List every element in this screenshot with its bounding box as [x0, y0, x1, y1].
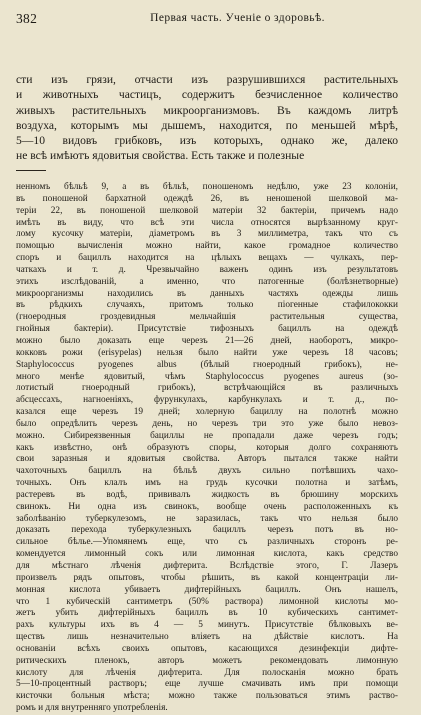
- running-head: Первая часть. Ученiе о здоровьѣ.: [150, 12, 325, 24]
- footnote-line: абсцессахъ, нагноенiяхъ, фурункулахъ, карбункулахъ и т. д., по-: [16, 395, 398, 406]
- footnote-line: сильное бѣлье.—Упомянемъ еще, что съ различныхъ сторонъ ре-: [16, 537, 398, 548]
- footnote-line: ритическихъ пленокъ, авторъ можетъ рекомендовать лимонную: [16, 655, 398, 666]
- footnote-line: споръ и бациллъ находится на цѣлыхъ вещахъ — чулкахъ, пер-: [16, 253, 398, 264]
- footnote-line: лому кусочку матерiи, дiаметромъ въ 3 миллиметра, такъ что съ: [16, 229, 398, 240]
- footnote-line: монная кислота убиваетъ дифтерiйныхъ бациллъ. Онъ нашелъ,: [16, 584, 398, 595]
- footnote-line: ществъ лишь незначительно влiяетъ на дѣйствiе кислотъ. На: [16, 632, 398, 643]
- footnote-line: рахъ культуры ихъ въ 4 — 5 минутъ. Присутствiе бѣлковыхъ ве-: [16, 620, 398, 631]
- footnote-line: комендуется лимонный сокъ или лимонная кислота, какъ средство: [16, 549, 398, 560]
- footnote-line: можно было доказать еще черезъ 21—26 дней, наоборотъ, микро-: [16, 335, 398, 346]
- main-text-line: воздуха, которымъ мы дышемъ, находится, по меньшей мѣрѣ,: [16, 118, 398, 132]
- footnote-line: чаткахъ и т. д. Чрезвычайно важенъ одинъ изъ результатовъ: [16, 264, 398, 275]
- footnote-line: казался еще черезъ 19 дней; холерную бациллу на полотнѣ можно: [16, 407, 398, 418]
- main-text-line: сти изъ грязи, отчасти изъ разрушившихся растительныхъ: [16, 73, 398, 86]
- page-number: 382: [16, 11, 38, 26]
- footnote: [16, 182, 398, 715]
- main-text-line: не всѣ имѣютъ ядовитыя свойства. Есть также и полезные: [16, 149, 305, 163]
- footnote-line: чахоточныхъ бациллъ на бѣльѣ двухъ сильно потѣвшихъ чахо-: [16, 466, 398, 477]
- footnote-line: доказать перехода туберкулезныхъ бациллъ черезъ потъ въ но-: [16, 525, 398, 536]
- footnote-line: лотистый гноеродный грибокъ), встрѣчающiйся въ различныхъ: [16, 383, 398, 394]
- footnote-line: было опредѣлить черезъ день, но черезъ три это уже было невоз-: [16, 418, 398, 429]
- footnote-line: помощью вычисленiя можно найти, какое громадное количество: [16, 241, 398, 252]
- footnote-line: гнойныя бактерiи). Присутствiе тифозныхъ бациллъ на одеждѣ: [16, 324, 398, 335]
- footnote-line: заболѣванiю туберкулезомъ, не заразилась, такъ что нельзя было: [16, 513, 398, 524]
- footnote-line: (гноеродныя гроздевидныя мельчайшiя растительныя существа,: [16, 312, 398, 323]
- footnote-divider: [16, 170, 46, 171]
- main-text-line: и животныхъ частицъ, содержитъ безчисленное количество: [16, 88, 398, 102]
- footnote-line: ненномъ бѣльѣ 9, а въ бѣльѣ, поношеномъ недѣлю, уже 23 колонiи,: [16, 182, 398, 192]
- footnote-line: много менѣе ядовитый, чѣмъ Staphylococcus pyogenes aureus (зо-: [16, 371, 398, 382]
- footnote-line: Staphylococcus pyogenes albus (бѣлый гноеродный грибокъ), не-: [16, 359, 398, 370]
- footnote-line: можно. Сибиреязвенныя бациллы не пропадали даже черезъ годъ;: [16, 430, 398, 441]
- footnote-line: свои заразныя и ядовитыя свойства. Авторъ пытался также найти: [16, 454, 398, 465]
- main-text: [16, 72, 398, 164]
- footnote-line: 5—10-процентный растворъ; еще лучше смачивать имъ при помощи: [16, 679, 398, 690]
- footnote-line: свинокъ. Ни одна изъ свинокъ, вообще очень расположенныхъ къ: [16, 501, 398, 512]
- footnote-line: въ поношеной бархатной одеждѣ 26, въ неношеной шелковой ма-: [16, 193, 398, 204]
- footnote-line: произвелъ рядъ опытовъ, чтобы рѣшить, въ какой концентрацiи ли-: [16, 572, 398, 583]
- footnote-line: кислоту для лѣченiя дифтерита. Для полосканiя можно брать: [16, 667, 398, 678]
- footnote-line: для мѣстнаго лѣченiя дифтерита. Вслѣдствiе этого, Г. Лазеръ: [16, 561, 398, 571]
- footnote-line: что 1 кубическiй сантиметръ (50% раствора) лимонной кислоты мо-: [16, 596, 398, 607]
- footnote-line: точныхъ. Онъ клалъ имъ на грудь кусочки полотна и затѣмъ,: [16, 478, 398, 489]
- footnote-line: микроорганизмы находились въ данныхъ частяхъ одежды лишь: [16, 288, 398, 299]
- footnote-line: растеревъ въ водѣ, прививалъ жидкость въ брюшину морскихъ: [16, 489, 398, 500]
- footnote-line: имѣть въ виду, что всѣ эти числа относятся вырѣзанному круг-: [16, 217, 398, 228]
- page-header: [16, 11, 409, 29]
- footnote-line: кокковъ рожи (erisypelas) нельзя было найти уже черезъ 18 часовъ;: [16, 347, 398, 358]
- footnote-line: какъ извѣстно, онѣ образуютъ споры, которыя долго сохраняютъ: [16, 442, 398, 453]
- footnote-line: жетъ убить дифтерiйныхъ бациллъ въ 10 кубическихъ сантимет-: [16, 608, 398, 619]
- footnote-line: этихъ изслѣдованiй, а именно, что патогенные (болѣзнетворные): [16, 276, 398, 287]
- main-text-line: живыхъ растительныхъ микроорганизмовъ. Въ каждомъ литрѣ: [16, 103, 398, 117]
- footnote-line: ромъ и для внутренняго употребленiя.: [16, 703, 168, 714]
- footnote-line: основанiи всѣхъ своихъ опытовъ, касающихся дезинфекцiи дифте-: [16, 643, 398, 654]
- footnote-line: кисточки больныя мѣста; можно также пользоваться этимъ раство-: [16, 691, 398, 702]
- main-text-line: 5—10 видовъ грибковъ, изъ которыхъ, однако же, далеко: [16, 134, 398, 148]
- footnote-line: терiи 22, въ поношеной шелковой матерiи 32 бактерiи, причемъ надо: [16, 205, 398, 216]
- footnote-line: въ рѣдкихъ случаяхъ, притомъ только пiогенные стафилококки: [16, 300, 398, 311]
